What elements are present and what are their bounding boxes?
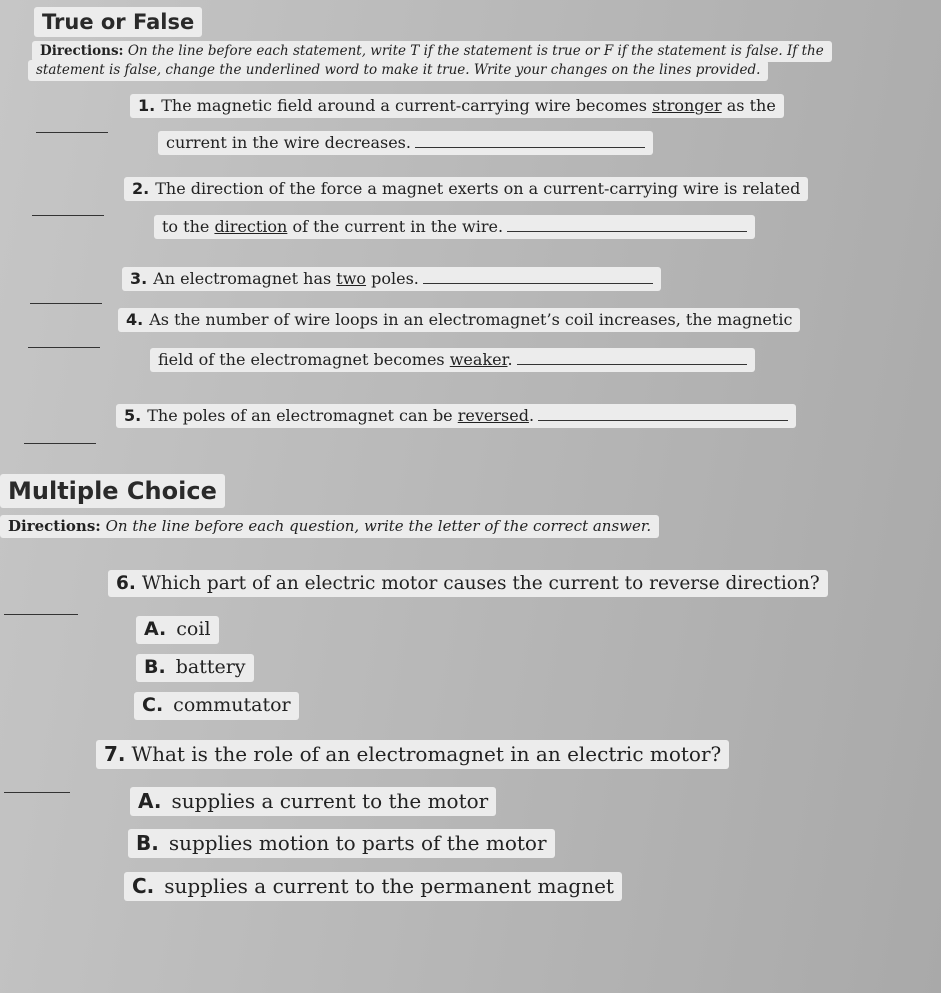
option-7b[interactable] [128,829,555,858]
correction-line[interactable] [415,145,645,148]
answer-blank[interactable] [4,600,78,619]
option-letter: B. [136,831,159,855]
statement-2 [124,177,808,201]
statement-5 [116,404,796,428]
correction-line[interactable] [538,418,788,421]
option-6c[interactable] [134,692,299,720]
underlined-word: reversed [457,406,529,425]
item-number: 6. [116,573,136,594]
statement-text: as the [721,96,776,115]
answer-blank[interactable] [30,289,102,308]
answer-blank[interactable] [28,333,100,352]
item-number: 7. [104,742,126,766]
statement-text: As the number of wire loops in an electromagnet’s coil increases, the magnetic [149,310,793,329]
option-7a[interactable] [130,787,496,816]
item-number: 1. [138,96,156,115]
option-text: supplies a current to the motor [171,789,489,813]
statement-2-line2 [154,215,755,239]
directions-tf-line1 [32,41,832,62]
directions-label: Directions: [8,517,101,535]
statement-1-line2 [158,131,653,155]
statement-text: . [528,406,535,425]
underlined-word: two [336,269,367,288]
option-7c[interactable] [124,872,622,901]
item-number: 3. [130,269,148,288]
statement-4-line2 [150,348,755,372]
underlined-word: weaker [449,350,508,369]
option-letter: B. [144,656,166,678]
answer-blank[interactable] [4,778,70,797]
statement-text: field of the electromagnet becomes [158,350,450,369]
directions-tf-line2: statement is false, change the underlined word to make it true. Write your changes on the lines provided. [28,60,768,81]
statement-text: The magnetic field around a current-carrying wire becomes [161,96,653,115]
option-text: battery [175,656,246,678]
correction-line[interactable] [517,362,747,365]
statement-text: . [507,350,513,369]
directions-text: On the line before each question, write the letter of the correct answer. [105,517,652,535]
option-letter: C. [132,874,155,898]
correction-line[interactable] [507,229,747,232]
option-letter: A. [144,618,167,640]
section-title-true-false: True or False [34,7,202,37]
statement-text: current in the wire decreases. [166,133,411,152]
option-letter: C. [142,694,164,716]
option-6a[interactable] [136,616,219,644]
question-7 [96,740,729,769]
option-6b[interactable] [136,654,254,682]
question-6 [108,570,828,597]
directions-mc [0,515,659,538]
underlined-word: stronger [652,96,722,115]
question-text: Which part of an electric motor causes the current to reverse direction? [141,573,820,594]
correction-line[interactable] [423,281,653,284]
option-text: coil [176,618,211,640]
question-text: What is the role of an electromagnet in an electric motor? [131,742,722,766]
answer-blank[interactable] [36,118,108,137]
option-text: supplies motion to parts of the motor [168,831,547,855]
statement-text: to the [162,217,215,236]
statement-text: poles. [366,269,419,288]
section-title-multiple-choice: Multiple Choice [0,474,225,508]
item-number: 5. [124,406,142,425]
item-number: 4. [126,310,144,329]
directions-label: Directions: [40,43,124,59]
answer-blank[interactable] [32,201,104,220]
item-number: 2. [132,179,150,198]
statement-text: An electromagnet has [153,269,337,288]
statement-text: The direction of the force a magnet exerts on a current-carrying wire is related [155,179,801,198]
option-text: commutator [173,694,291,716]
option-letter: A. [138,789,162,813]
underlined-word: direction [214,217,288,236]
statement-text: The poles of an electromagnet can be [147,406,458,425]
option-text: supplies a current to the permanent magnet [164,874,614,898]
statement-text: of the current in the wire. [287,217,504,236]
statement-4 [118,308,800,332]
statement-3 [122,267,661,291]
statement-1 [130,94,784,118]
directions-text: On the line before each statement, write T if the statement is true or F if the statement is false. If the [127,43,824,59]
answer-blank[interactable] [24,429,96,448]
